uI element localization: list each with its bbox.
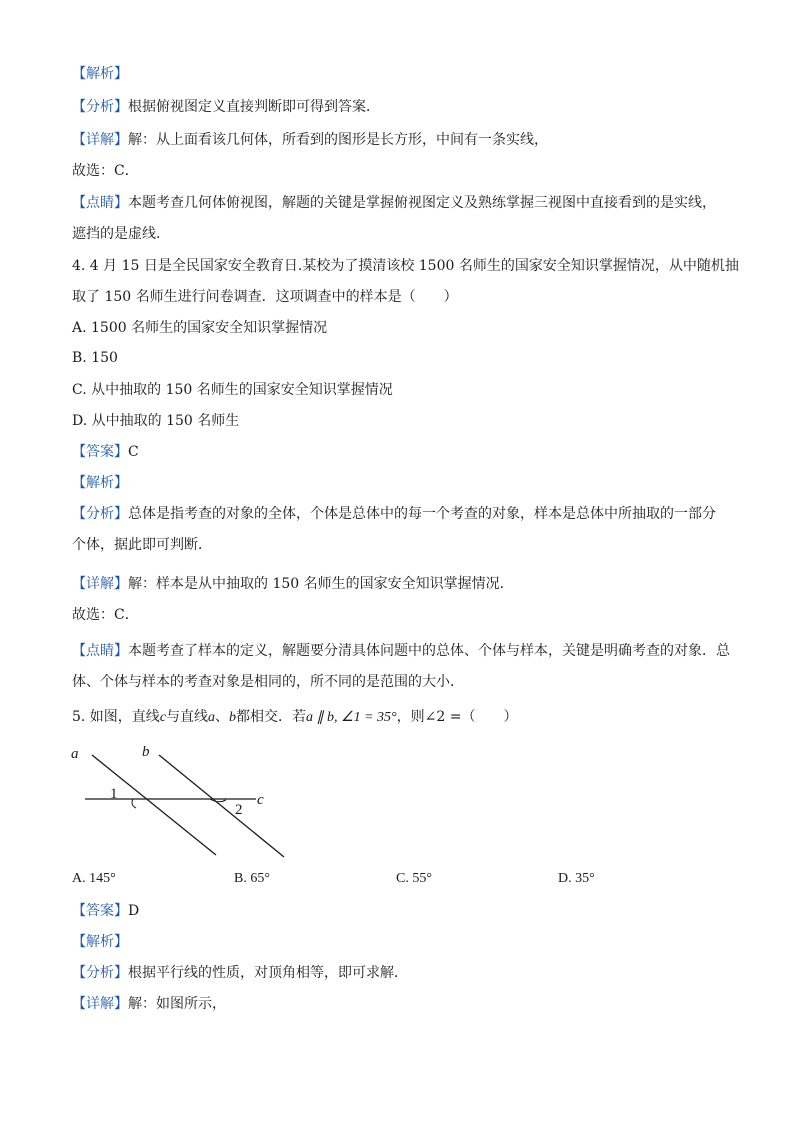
q3-jiexi-heading: 【解析】 bbox=[72, 66, 128, 82]
xiangjie-text: 解：如图所示， bbox=[128, 996, 226, 1012]
q5-xiangjie bbox=[72, 994, 226, 1014]
stem-text: 与直线 bbox=[166, 709, 209, 725]
q5-option-a: A. 145° bbox=[72, 871, 116, 886]
q5-jiexi-heading: 【解析】 bbox=[72, 934, 128, 950]
condition-formula: a ∥ b, ∠1 = 35° bbox=[306, 710, 397, 725]
stem-text: 5. 如图，直线 bbox=[72, 709, 160, 725]
fenxi-tag: 【分析】 bbox=[72, 99, 128, 115]
q4-guxuan: 故选：C． bbox=[72, 607, 139, 623]
q5-option-d: D. 35° bbox=[558, 871, 595, 886]
q4-dianjing bbox=[72, 641, 730, 661]
stem-text: 都相交．若 bbox=[236, 709, 307, 725]
line-a bbox=[92, 755, 216, 855]
q5-answer bbox=[72, 901, 139, 921]
dianjing-tag: 【点睛】 bbox=[72, 195, 128, 211]
label-b: b bbox=[142, 744, 150, 760]
stem-text: ，则∠2 =（ ） bbox=[396, 709, 518, 725]
angle-1-arc bbox=[132, 799, 136, 808]
q5-option-c: C. 55° bbox=[396, 871, 432, 886]
q4-answer bbox=[72, 442, 139, 462]
dianjing-tag: 【点睛】 bbox=[72, 643, 128, 659]
fenxi-text: 根据俯视图定义直接判断即可得到答案． bbox=[128, 99, 380, 115]
q4-fenxi bbox=[72, 504, 716, 524]
q5-figure bbox=[60, 738, 300, 868]
q4-fenxi-cont: 个体，据此即可判断． bbox=[72, 537, 212, 553]
xiangjie-tag: 【详解】 bbox=[72, 132, 128, 148]
dianjing-text: 本题考查了样本的定义，解题要分清具体问题中的总体、个体与样本，关键是明确考查的对象．总 bbox=[128, 643, 730, 659]
q3-dianjing-cont: 遮挡的是虚线． bbox=[72, 226, 170, 242]
q4-option-c: C. 从中抽取的 150 名师生的国家安全知识掌握情况 bbox=[72, 382, 393, 398]
q4-stem-line1: 4. 4 月 15 日是全民国家安全教育日.某校为了摸清该校 1500 名师生的国家安全知识掌握情况，从中随机抽 bbox=[72, 258, 739, 274]
answer-value: C bbox=[128, 444, 139, 460]
q5-fenxi bbox=[72, 963, 408, 983]
fenxi-text: 总体是指考查的对象的全体，个体是总体中的每一个考查的对象，样本是总体中所抽取的一部分 bbox=[128, 506, 716, 522]
xiangjie-text: 解：从上面看该几何体，所看到的图形是长方形，中间有一条实线， bbox=[128, 132, 548, 148]
fenxi-text: 根据平行线的性质，对顶角相等，即可求解． bbox=[128, 965, 408, 981]
q3-dianjing bbox=[72, 193, 716, 213]
label-1: 1 bbox=[110, 786, 118, 802]
q3-xiangjie bbox=[72, 130, 548, 150]
q4-jiexi-heading: 【解析】 bbox=[72, 475, 128, 491]
xiangjie-tag: 【详解】 bbox=[72, 996, 128, 1012]
stem-text: 、 bbox=[215, 709, 230, 725]
q4-option-d: D. 从中抽取的 150 名师生 bbox=[72, 413, 240, 429]
var-b: b bbox=[229, 710, 237, 725]
fenxi-tag: 【分析】 bbox=[72, 965, 128, 981]
var-a: a bbox=[208, 710, 216, 725]
line-b bbox=[159, 755, 284, 857]
q4-stem-line2: 取了 150 名师生进行问卷调查．这项调查中的样本是（ ） bbox=[72, 289, 458, 305]
label-2: 2 bbox=[235, 802, 243, 818]
answer-tag: 【答案】 bbox=[72, 903, 128, 919]
label-c: c bbox=[257, 792, 264, 808]
fenxi-tag: 【分析】 bbox=[72, 506, 128, 522]
answer-tag: 【答案】 bbox=[72, 444, 128, 460]
q5-option-b: B. 65° bbox=[234, 871, 270, 886]
label-a: a bbox=[71, 746, 79, 762]
q3-fenxi bbox=[72, 97, 380, 117]
xiangjie-text: 解：样本是从中抽取的 150 名师生的国家安全知识掌握情况． bbox=[128, 576, 514, 592]
q4-option-b: B. 150 bbox=[72, 350, 118, 366]
q4-option-a: A. 1500 名师生的国家安全知识掌握情况 bbox=[72, 320, 328, 336]
q4-xiangjie bbox=[72, 574, 514, 594]
dianjing-text: 本题考查几何体俯视图，解题的关键是掌握俯视图定义及熟练掌握三视图中直接看到的是实线， bbox=[128, 195, 716, 211]
xiangjie-tag: 【详解】 bbox=[72, 576, 128, 592]
var-c: c bbox=[159, 710, 167, 725]
answer-value: D bbox=[128, 903, 140, 919]
q5-stem bbox=[72, 707, 517, 728]
q4-dianjing-cont: 体、个体与样本的考查对象是相同的，所不同的是范围的大小． bbox=[72, 674, 464, 690]
q3-guxuan: 故选：C． bbox=[72, 163, 139, 179]
